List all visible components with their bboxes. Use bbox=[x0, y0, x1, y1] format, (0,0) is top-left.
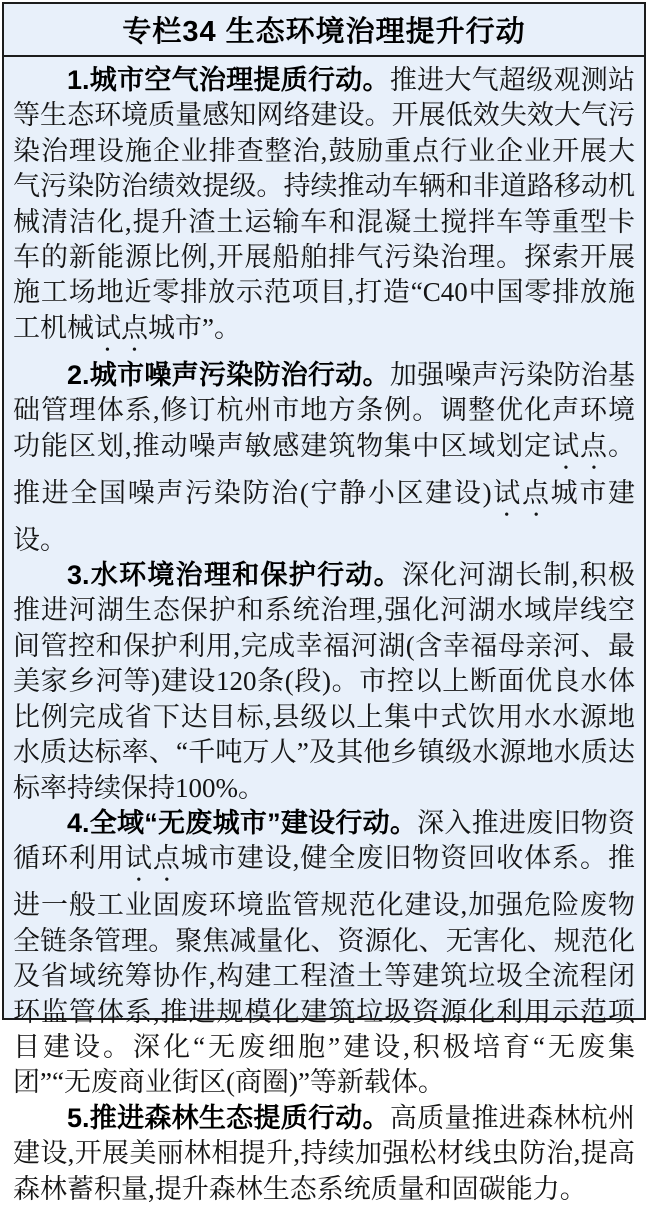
emphasized-term: 试点 bbox=[124, 843, 181, 874]
paragraph-lead: 1.城市空气治理提质行动。 bbox=[67, 65, 390, 95]
paragraph-text: 加强噪声污染防治基础管理体系,修订杭州市地方条例。调整优化声环境功能区划,推动噪声敏感建筑物集中区域划定 bbox=[13, 359, 635, 461]
column-box bbox=[2, 2, 646, 1204]
paragraph-text: 高质量推进森林杭州建设,开展美丽林相提升,持续加强松材线虫防治,提高森林蓄积量,提升森林生态系统质量和固碳能力。 bbox=[13, 1102, 635, 1204]
paragraph-lead: 3.水环境治理和保护行动。 bbox=[67, 560, 402, 591]
paragraph-4 bbox=[13, 806, 635, 1101]
paragraph-text: 。推进全国噪声污染防治(宁静小区建设) bbox=[13, 430, 636, 508]
paragraph-3 bbox=[13, 558, 635, 806]
paragraph-text: 城市建设。 bbox=[13, 477, 636, 555]
paragraph-text: 城市建设,健全废旧物资回收体系。推进一般工业固废环境监管规范化建设,加强危险废物全链条管理。聚焦减量化、资源化、无害化、规范化及省域统筹协作,构建工程渣土等建筑垃圾全流程闭环监管体系,推进规模化建筑垃圾资源化利用示范项目建设。深化“无废细胞”建设,积极培育“无废集团”“无废商业街区(商圈)”等新载体。 bbox=[13, 843, 636, 1098]
emphasized-term: 试点 bbox=[94, 312, 148, 343]
paragraph-text: 推进大气超级观测站等生态环境质量感知网络建设。开展低效失效大气污染治理设施企业排查整治,鼓励重点行业企业开展大气污染防治绩效提级。持续推动车辆和非道路移动机械清洁化,提升渣土运输车和混凝土搅拌车等重型卡车的新能源比例,开展船舶排气污染治理。探索开展施工场地近零排放示范项目,打造“C40中国零排放施工机械 bbox=[13, 65, 635, 343]
emphasized-term: 试点 bbox=[491, 477, 551, 508]
paragraph-1 bbox=[13, 63, 635, 358]
paragraph-lead: 4.全域“无废城市”建设行动。 bbox=[67, 807, 418, 838]
emphasized-term: 试点 bbox=[552, 430, 609, 461]
box-title-bar bbox=[4, 4, 644, 57]
box-body bbox=[4, 57, 644, 1207]
paragraph-lead: 2.城市噪声污染防治行动。 bbox=[67, 359, 390, 390]
paragraph-5 bbox=[13, 1101, 635, 1207]
paragraph-text: 深化河湖长制,积极推进河湖生态保护和系统治理,强化河湖水域岸线空间管控和保护利用,完成幸福河湖(含幸福母亲河、最美家乡河等)建设120条(段)。市控以上断面优良水体比例完成省下达目标,县级以上集中式饮用水水源地水质达标率、“千吨万人”及其他乡镇级水源地水质达标率持续保持100%。 bbox=[13, 560, 635, 803]
paragraph-text: 城市”。 bbox=[148, 312, 241, 343]
paragraph-2 bbox=[13, 358, 635, 558]
paragraph-lead: 5.推进森林生态提质行动。 bbox=[67, 1102, 390, 1133]
paragraph-text: 深入推进废旧物资循环利用 bbox=[13, 807, 635, 874]
box-title: 专栏34 生态环境治理提升行动 bbox=[122, 16, 526, 48]
